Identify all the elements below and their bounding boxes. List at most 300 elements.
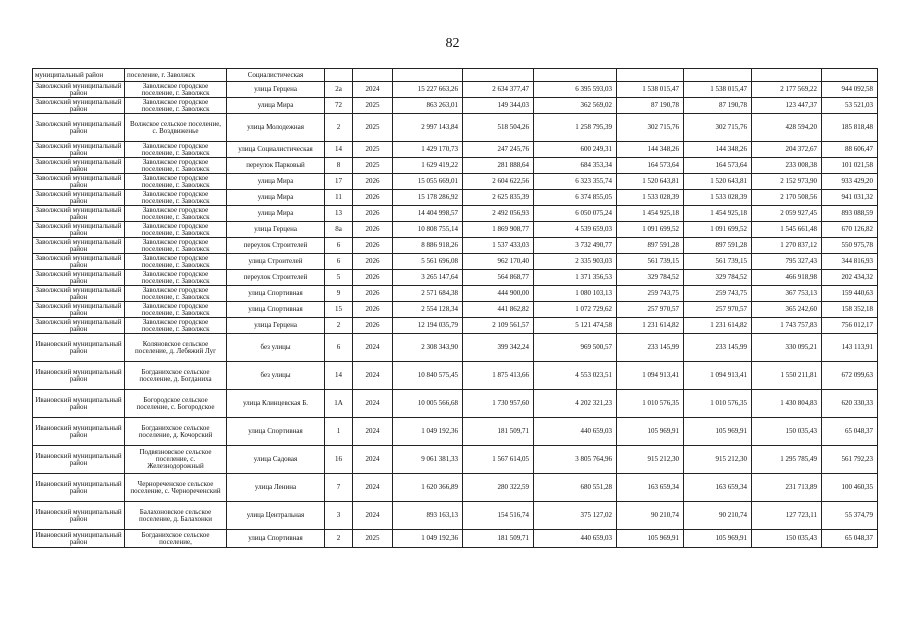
- settlement-cell: Заволжское городское поселение, г. Заволжск: [125, 190, 227, 206]
- district-cell: Ивановский муниципальный район: [33, 362, 125, 390]
- settlement-cell: Заволжское городское поселение, г. Заволжск: [125, 238, 227, 254]
- house-cell: 14: [325, 362, 353, 390]
- total-cost-cell: 2 554 128,34: [393, 302, 463, 318]
- district-cell: муниципальный район: [33, 69, 125, 82]
- house-cell: 14: [325, 142, 353, 158]
- cost-col-11-cell: 428 594,20: [752, 114, 822, 142]
- house-cell: 7: [325, 474, 353, 502]
- total-cost-cell: 15 227 663,26: [393, 82, 463, 98]
- cost-col-9-cell: [617, 69, 684, 82]
- year-cell: 2025: [353, 98, 393, 114]
- cost-col-9-cell: 163 659,34: [617, 474, 684, 502]
- house-cell: 6: [325, 334, 353, 362]
- table-row: [33, 474, 878, 502]
- total-cost-cell: 10 005 566,68: [393, 390, 463, 418]
- street-cell: улица Спортивная: [227, 302, 325, 318]
- settlement-cell: Заволжское городское поселение, г. Заволжск: [125, 318, 227, 334]
- cost-col-8-cell: 680 551,28: [534, 474, 617, 502]
- cost-col-12-cell: 344 816,93: [822, 254, 878, 270]
- cost-col-8-cell: 6 323 355,74: [534, 174, 617, 190]
- year-cell: 2026: [353, 174, 393, 190]
- house-cell: 6: [325, 238, 353, 254]
- street-cell: улица Мира: [227, 190, 325, 206]
- cost-col-10-cell: 897 591,28: [684, 238, 752, 254]
- cost-col-12-cell: 202 434,32: [822, 270, 878, 286]
- settlement-cell: поселение, г. Заволжск: [125, 69, 227, 82]
- street-cell: улица Мира: [227, 174, 325, 190]
- year-cell: 2024: [353, 362, 393, 390]
- cost-col-9-cell: 90 210,74: [617, 502, 684, 530]
- total-cost-cell: 10 808 755,14: [393, 222, 463, 238]
- cost-col-12-cell: 550 975,78: [822, 238, 878, 254]
- total-cost-cell: 14 404 998,57: [393, 206, 463, 222]
- cost-col-12-cell: 88 606,47: [822, 142, 878, 158]
- cost-col-9-cell: 1 010 576,35: [617, 390, 684, 418]
- total-cost-cell: 1 620 366,89: [393, 474, 463, 502]
- total-cost-cell: 5 561 696,08: [393, 254, 463, 270]
- cost-col-7-cell: 1 730 957,60: [463, 390, 534, 418]
- table-row: [33, 254, 878, 270]
- cost-col-10-cell: 259 743,75: [684, 286, 752, 302]
- cost-col-12-cell: 561 792,23: [822, 446, 878, 474]
- cost-col-12-cell: 944 092,58: [822, 82, 878, 98]
- house-cell: 9: [325, 286, 353, 302]
- cost-col-9-cell: 561 739,15: [617, 254, 684, 270]
- year-cell: 2024: [353, 502, 393, 530]
- year-cell: 2024: [353, 82, 393, 98]
- street-cell: улица Спортивная: [227, 530, 325, 548]
- street-cell: без улицы: [227, 334, 325, 362]
- cost-col-7-cell: 1 537 433,03: [463, 238, 534, 254]
- cost-col-11-cell: 2 152 973,90: [752, 174, 822, 190]
- settlement-cell: Волжское сельское поселение, с. Воздвиженье: [125, 114, 227, 142]
- table-row: [33, 238, 878, 254]
- cost-col-11-cell: 795 327,43: [752, 254, 822, 270]
- cost-col-11-cell: 204 372,67: [752, 142, 822, 158]
- cost-col-12-cell: 158 352,18: [822, 302, 878, 318]
- cost-col-8-cell: 6 395 593,03: [534, 82, 617, 98]
- total-cost-cell: 15 055 669,01: [393, 174, 463, 190]
- street-cell: переулок Парковый: [227, 158, 325, 174]
- year-cell: 2026: [353, 238, 393, 254]
- cost-col-7-cell: 181 509,71: [463, 418, 534, 446]
- cost-col-9-cell: 302 715,76: [617, 114, 684, 142]
- cost-col-11-cell: 233 008,38: [752, 158, 822, 174]
- total-cost-cell: 2 308 343,90: [393, 334, 463, 362]
- cost-col-10-cell: 1 533 028,39: [684, 190, 752, 206]
- cost-col-7-cell: [463, 69, 534, 82]
- settlement-cell: Заволжское городское поселение, г. Заволжск: [125, 254, 227, 270]
- cost-col-11-cell: 365 242,60: [752, 302, 822, 318]
- house-cell: 5: [325, 270, 353, 286]
- settlement-cell: Заволжское городское поселение, г. Заволжск: [125, 302, 227, 318]
- cost-col-8-cell: 440 659,03: [534, 418, 617, 446]
- street-cell: Социалистическая: [227, 69, 325, 82]
- cost-col-8-cell: 5 121 474,58: [534, 318, 617, 334]
- cost-col-7-cell: 2 634 377,47: [463, 82, 534, 98]
- table-row: [33, 174, 878, 190]
- table-row: [33, 206, 878, 222]
- settlement-cell: Заволжское городское поселение, г. Заволжск: [125, 286, 227, 302]
- cost-col-12-cell: 933 429,20: [822, 174, 878, 190]
- house-cell: 1А: [325, 390, 353, 418]
- cost-col-8-cell: 3 805 764,96: [534, 446, 617, 474]
- cost-col-10-cell: 1 231 614,82: [684, 318, 752, 334]
- cost-col-9-cell: 105 969,91: [617, 530, 684, 548]
- settlement-cell: Богданихское сельское поселение, д. Кочорский: [125, 418, 227, 446]
- cost-col-8-cell: 2 335 903,03: [534, 254, 617, 270]
- cost-col-10-cell: 90 210,74: [684, 502, 752, 530]
- cost-col-8-cell: 6 050 075,24: [534, 206, 617, 222]
- cost-col-12-cell: 672 099,63: [822, 362, 878, 390]
- table-row: [33, 302, 878, 318]
- cost-col-11-cell: 1 295 785,49: [752, 446, 822, 474]
- table-row: [33, 390, 878, 418]
- house-cell: 6: [325, 254, 353, 270]
- street-cell: улица Клинцевская Б.: [227, 390, 325, 418]
- year-cell: 2026: [353, 222, 393, 238]
- cost-col-10-cell: 257 970,57: [684, 302, 752, 318]
- street-cell: улица Герцена: [227, 82, 325, 98]
- total-cost-cell: 863 263,01: [393, 98, 463, 114]
- year-cell: 2026: [353, 206, 393, 222]
- cost-col-9-cell: 233 145,99: [617, 334, 684, 362]
- cost-col-7-cell: 247 245,76: [463, 142, 534, 158]
- district-cell: Заволжский муниципальный район: [33, 98, 125, 114]
- cost-col-7-cell: 399 342,24: [463, 334, 534, 362]
- cost-col-7-cell: 518 504,26: [463, 114, 534, 142]
- cost-col-10-cell: 105 969,91: [684, 530, 752, 548]
- street-cell: улица Садовая: [227, 446, 325, 474]
- cost-col-10-cell: 87 190,78: [684, 98, 752, 114]
- cost-col-10-cell: 1 091 699,52: [684, 222, 752, 238]
- street-cell: улица Герцена: [227, 222, 325, 238]
- cost-col-8-cell: 684 353,34: [534, 158, 617, 174]
- cost-col-12-cell: 55 374,79: [822, 502, 878, 530]
- year-cell: 2025: [353, 142, 393, 158]
- cost-col-10-cell: 1 454 925,18: [684, 206, 752, 222]
- street-cell: улица Мира: [227, 206, 325, 222]
- street-cell: улица Молодежная: [227, 114, 325, 142]
- house-cell: 2: [325, 114, 353, 142]
- table-row: [33, 142, 878, 158]
- total-cost-cell: [393, 69, 463, 82]
- cost-col-7-cell: 441 862,82: [463, 302, 534, 318]
- cost-col-7-cell: 1 869 908,77: [463, 222, 534, 238]
- cost-col-8-cell: 969 500,57: [534, 334, 617, 362]
- cost-col-11-cell: 150 035,43: [752, 418, 822, 446]
- total-cost-cell: 12 194 035,79: [393, 318, 463, 334]
- house-cell: 15: [325, 302, 353, 318]
- table-row: [33, 286, 878, 302]
- district-cell: Заволжский муниципальный район: [33, 142, 125, 158]
- settlement-cell: Богданихское сельское поселение, д. Богданиха: [125, 362, 227, 390]
- cost-col-8-cell: 1 371 356,53: [534, 270, 617, 286]
- house-cell: 8: [325, 158, 353, 174]
- cost-col-10-cell: 561 739,15: [684, 254, 752, 270]
- cost-col-11-cell: [752, 69, 822, 82]
- house-cell: 1: [325, 418, 353, 446]
- cost-col-11-cell: 330 095,21: [752, 334, 822, 362]
- cost-col-12-cell: 143 113,91: [822, 334, 878, 362]
- settlement-cell: Заволжское городское поселение, г. Заволжск: [125, 222, 227, 238]
- house-cell: 72: [325, 98, 353, 114]
- settlement-cell: Заволжское городское поселение, г. Заволжск: [125, 82, 227, 98]
- settlement-cell: Подвязновское сельское поселение, с. Железнодорожный: [125, 446, 227, 474]
- cost-col-10-cell: 164 573,64: [684, 158, 752, 174]
- cost-col-10-cell: 233 145,99: [684, 334, 752, 362]
- year-cell: 2025: [353, 114, 393, 142]
- cost-col-8-cell: 6 374 855,05: [534, 190, 617, 206]
- cost-col-9-cell: 1 538 015,47: [617, 82, 684, 98]
- district-cell: Заволжский муниципальный район: [33, 222, 125, 238]
- cost-col-12-cell: 185 818,48: [822, 114, 878, 142]
- cost-col-7-cell: 2 625 835,39: [463, 190, 534, 206]
- house-cell: 11: [325, 190, 353, 206]
- cost-col-10-cell: 1 010 576,35: [684, 390, 752, 418]
- district-cell: Заволжский муниципальный район: [33, 254, 125, 270]
- cost-col-12-cell: 53 521,03: [822, 98, 878, 114]
- total-cost-cell: 1 049 192,36: [393, 418, 463, 446]
- table-row: [33, 158, 878, 174]
- year-cell: [353, 69, 393, 82]
- cost-col-9-cell: 259 743,75: [617, 286, 684, 302]
- settlement-cell: Заволжское городское поселение, г. Заволжск: [125, 206, 227, 222]
- cost-col-11-cell: 2 059 927,45: [752, 206, 822, 222]
- district-cell: Заволжский муниципальный район: [33, 82, 125, 98]
- house-cell: 8а: [325, 222, 353, 238]
- district-cell: Заволжский муниципальный район: [33, 114, 125, 142]
- year-cell: 2025: [353, 158, 393, 174]
- cost-col-12-cell: 756 012,17: [822, 318, 878, 334]
- settlement-cell: Чернореченское сельское поселение, с. Чернореченский: [125, 474, 227, 502]
- cost-col-7-cell: 444 900,00: [463, 286, 534, 302]
- table-row: [33, 362, 878, 390]
- cost-col-10-cell: 302 715,76: [684, 114, 752, 142]
- table-row: [33, 446, 878, 474]
- total-cost-cell: 1 429 170,73: [393, 142, 463, 158]
- total-cost-cell: 15 178 286,92: [393, 190, 463, 206]
- street-cell: без улицы: [227, 362, 325, 390]
- cost-col-7-cell: 181 509,71: [463, 530, 534, 548]
- year-cell: 2026: [353, 318, 393, 334]
- table-row: [33, 530, 878, 548]
- district-cell: Заволжский муниципальный район: [33, 318, 125, 334]
- total-cost-cell: 1 629 419,22: [393, 158, 463, 174]
- table-row: [33, 114, 878, 142]
- cost-col-12-cell: 893 088,59: [822, 206, 878, 222]
- cost-col-9-cell: 915 212,30: [617, 446, 684, 474]
- house-cell: 17: [325, 174, 353, 190]
- table-row: [33, 318, 878, 334]
- cost-col-9-cell: 1 094 913,41: [617, 362, 684, 390]
- district-cell: Ивановский муниципальный район: [33, 390, 125, 418]
- cost-col-12-cell: 101 021,58: [822, 158, 878, 174]
- house-cell: 2: [325, 530, 353, 548]
- cost-col-9-cell: 1 520 643,81: [617, 174, 684, 190]
- district-cell: Заволжский муниципальный район: [33, 270, 125, 286]
- street-cell: улица Ленина: [227, 474, 325, 502]
- cost-col-10-cell: 1 538 015,47: [684, 82, 752, 98]
- total-cost-cell: 1 049 192,36: [393, 530, 463, 548]
- registry-table: [32, 68, 878, 548]
- settlement-cell: Богданихское сельское поселение,: [125, 530, 227, 548]
- cost-col-11-cell: 231 713,89: [752, 474, 822, 502]
- cost-col-11-cell: 1 545 661,48: [752, 222, 822, 238]
- year-cell: 2026: [353, 302, 393, 318]
- cost-col-9-cell: 105 969,91: [617, 418, 684, 446]
- cost-col-10-cell: 1 094 913,41: [684, 362, 752, 390]
- street-cell: улица Строителей: [227, 254, 325, 270]
- district-cell: Заволжский муниципальный район: [33, 302, 125, 318]
- district-cell: Заволжский муниципальный район: [33, 190, 125, 206]
- house-cell: 13: [325, 206, 353, 222]
- year-cell: 2024: [353, 334, 393, 362]
- house-cell: 3: [325, 502, 353, 530]
- cost-col-12-cell: [822, 69, 878, 82]
- cost-col-10-cell: [684, 69, 752, 82]
- cost-col-12-cell: 65 048,37: [822, 418, 878, 446]
- cost-col-9-cell: 1 091 699,52: [617, 222, 684, 238]
- cost-col-10-cell: 105 969,91: [684, 418, 752, 446]
- house-cell: 16: [325, 446, 353, 474]
- settlement-cell: Коляновское сельское поселение, д. Лебяжий Луг: [125, 334, 227, 362]
- street-cell: улица Центральная: [227, 502, 325, 530]
- total-cost-cell: 893 163,13: [393, 502, 463, 530]
- cost-col-7-cell: 962 170,40: [463, 254, 534, 270]
- settlement-cell: Богородское сельское поселение, с. Богородское: [125, 390, 227, 418]
- cost-col-8-cell: 362 569,02: [534, 98, 617, 114]
- cost-col-8-cell: 375 127,02: [534, 502, 617, 530]
- street-cell: улица Спортивная: [227, 418, 325, 446]
- cost-col-8-cell: 3 732 490,77: [534, 238, 617, 254]
- cost-col-8-cell: 4 553 023,51: [534, 362, 617, 390]
- table-row: [33, 334, 878, 362]
- cost-col-12-cell: 620 330,33: [822, 390, 878, 418]
- year-cell: 2024: [353, 418, 393, 446]
- cost-col-7-cell: 149 344,03: [463, 98, 534, 114]
- cost-col-8-cell: 4 202 321,23: [534, 390, 617, 418]
- district-cell: Ивановский муниципальный район: [33, 334, 125, 362]
- district-cell: Заволжский муниципальный район: [33, 158, 125, 174]
- cost-col-11-cell: 2 177 569,22: [752, 82, 822, 98]
- cost-col-9-cell: 1 231 614,82: [617, 318, 684, 334]
- year-cell: 2026: [353, 190, 393, 206]
- total-cost-cell: 10 840 575,45: [393, 362, 463, 390]
- cost-col-8-cell: 440 659,03: [534, 530, 617, 548]
- street-cell: улица Мира: [227, 98, 325, 114]
- cost-col-9-cell: 164 573,64: [617, 158, 684, 174]
- cost-col-9-cell: 1 533 028,39: [617, 190, 684, 206]
- district-cell: Ивановский муниципальный район: [33, 530, 125, 548]
- house-cell: [325, 69, 353, 82]
- cost-col-9-cell: 1 454 925,18: [617, 206, 684, 222]
- cost-col-7-cell: 280 322,59: [463, 474, 534, 502]
- cost-col-8-cell: 1 072 729,62: [534, 302, 617, 318]
- street-cell: улица Спортивная: [227, 286, 325, 302]
- settlement-cell: Заволжское городское поселение, г. Заволжск: [125, 158, 227, 174]
- total-cost-cell: 3 265 147,64: [393, 270, 463, 286]
- cost-col-9-cell: 897 591,28: [617, 238, 684, 254]
- cost-col-10-cell: 915 212,30: [684, 446, 752, 474]
- table-row: [33, 82, 878, 98]
- settlement-cell: Заволжское городское поселение, г. Заволжск: [125, 142, 227, 158]
- district-cell: Ивановский муниципальный район: [33, 418, 125, 446]
- cost-col-10-cell: 144 348,26: [684, 142, 752, 158]
- cost-col-11-cell: 127 723,11: [752, 502, 822, 530]
- settlement-cell: Заволжское городское поселение, г. Заволжск: [125, 174, 227, 190]
- year-cell: 2026: [353, 254, 393, 270]
- street-cell: улица Герцена: [227, 318, 325, 334]
- cost-col-7-cell: 2 604 622,56: [463, 174, 534, 190]
- total-cost-cell: 9 061 381,33: [393, 446, 463, 474]
- settlement-cell: Заволжское городское поселение, г. Заволжск: [125, 98, 227, 114]
- cost-col-11-cell: 123 447,37: [752, 98, 822, 114]
- cost-col-10-cell: 163 659,34: [684, 474, 752, 502]
- cost-col-9-cell: 87 190,78: [617, 98, 684, 114]
- cost-col-7-cell: 154 516,74: [463, 502, 534, 530]
- cost-col-12-cell: 159 440,63: [822, 286, 878, 302]
- cost-col-12-cell: 65 048,37: [822, 530, 878, 548]
- cost-col-8-cell: 1 080 103,13: [534, 286, 617, 302]
- table-row: [33, 98, 878, 114]
- house-cell: 2: [325, 318, 353, 334]
- cost-col-9-cell: 329 784,52: [617, 270, 684, 286]
- street-cell: переулок Строителей: [227, 270, 325, 286]
- page-number: 82: [445, 36, 460, 51]
- district-cell: Заволжский муниципальный район: [33, 206, 125, 222]
- year-cell: 2025: [353, 530, 393, 548]
- cost-col-11-cell: 2 170 508,56: [752, 190, 822, 206]
- district-cell: Заволжский муниципальный район: [33, 174, 125, 190]
- cost-col-7-cell: 1 567 614,05: [463, 446, 534, 474]
- cost-col-9-cell: 257 970,57: [617, 302, 684, 318]
- house-cell: 2а: [325, 82, 353, 98]
- cost-col-9-cell: 144 348,26: [617, 142, 684, 158]
- cost-col-11-cell: 1 270 837,12: [752, 238, 822, 254]
- table-row: [33, 502, 878, 530]
- cost-col-8-cell: 4 539 659,03: [534, 222, 617, 238]
- cost-col-7-cell: 2 492 056,93: [463, 206, 534, 222]
- settlement-cell: Заволжское городское поселение, г. Заволжск: [125, 270, 227, 286]
- cost-col-11-cell: 1 743 757,83: [752, 318, 822, 334]
- cost-col-11-cell: 150 035,43: [752, 530, 822, 548]
- year-cell: 2024: [353, 474, 393, 502]
- year-cell: 2024: [353, 446, 393, 474]
- year-cell: 2024: [353, 390, 393, 418]
- cost-col-7-cell: 564 868,77: [463, 270, 534, 286]
- cost-col-12-cell: 670 126,82: [822, 222, 878, 238]
- district-cell: Ивановский муниципальный район: [33, 446, 125, 474]
- table-row: [33, 418, 878, 446]
- cost-col-10-cell: 329 784,52: [684, 270, 752, 286]
- cost-col-7-cell: 2 109 561,57: [463, 318, 534, 334]
- settlement-cell: Балахоновское сельское поселение, д. Балахонки: [125, 502, 227, 530]
- cost-col-11-cell: 367 753,13: [752, 286, 822, 302]
- street-cell: переулок Строителей: [227, 238, 325, 254]
- total-cost-cell: 8 886 918,26: [393, 238, 463, 254]
- cost-col-11-cell: 1 550 211,81: [752, 362, 822, 390]
- cost-col-8-cell: 600 249,31: [534, 142, 617, 158]
- district-cell: Заволжский муниципальный район: [33, 238, 125, 254]
- cost-col-8-cell: [534, 69, 617, 82]
- table-row: [33, 69, 878, 82]
- table-row: [33, 222, 878, 238]
- district-cell: Ивановский муниципальный район: [33, 502, 125, 530]
- cost-col-7-cell: 281 888,64: [463, 158, 534, 174]
- year-cell: 2026: [353, 270, 393, 286]
- cost-col-7-cell: 1 875 413,66: [463, 362, 534, 390]
